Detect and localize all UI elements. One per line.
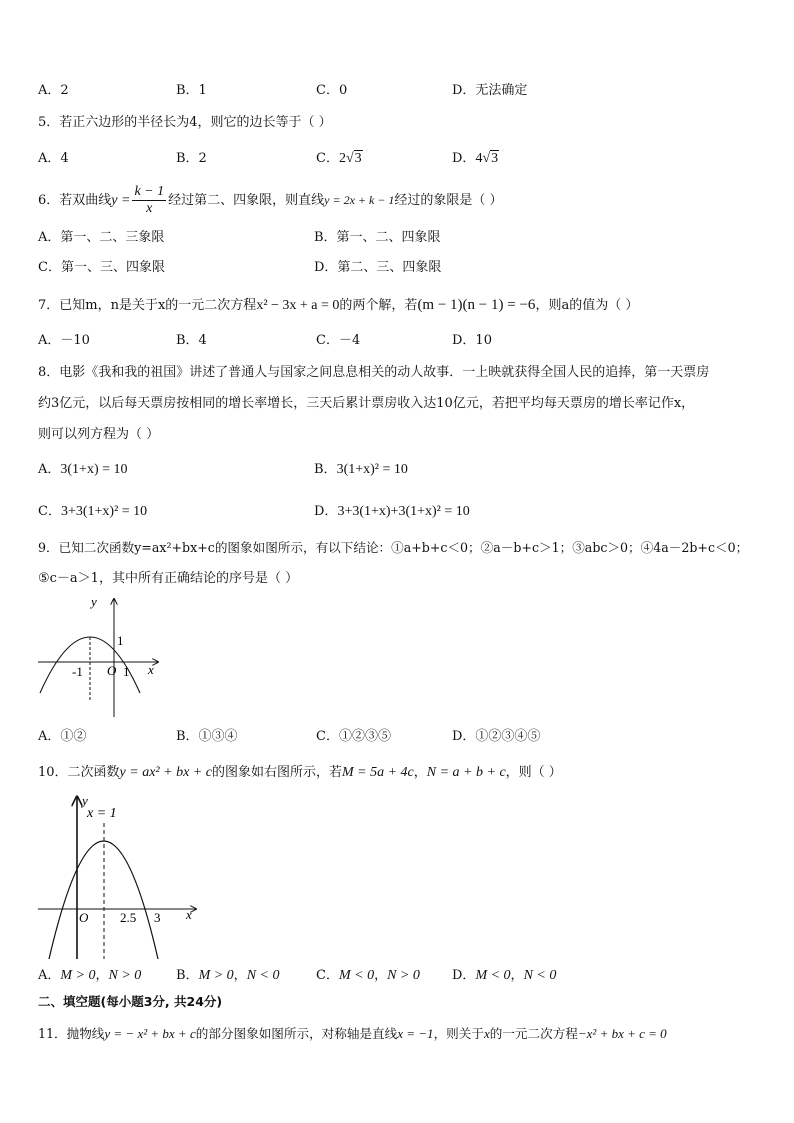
q10-prefix: 10．二次函数 xyxy=(38,765,120,780)
x-axis-label: x xyxy=(186,907,192,922)
q6-option-c: C．第一、三、四象限 xyxy=(38,260,165,275)
origin-label: O xyxy=(79,910,89,925)
q6-fraction xyxy=(132,184,166,217)
q8-option-c-label: C． xyxy=(38,504,61,519)
tick-label-y1: 1 xyxy=(117,633,124,648)
q6-option-b: B．第一、二、四象限 xyxy=(314,230,441,245)
q6-middle: 经过第二、四象限，则直线 xyxy=(168,193,325,208)
q10-suffix: ，则（ ） xyxy=(505,765,562,780)
q7-equation: x² − 3x + a = 0 xyxy=(256,298,340,313)
q5-stem: 5．若正六边形的半径长为4，则它的边长等于（ ） xyxy=(38,115,332,130)
q11-var: x xyxy=(483,1026,490,1041)
q10-stem xyxy=(38,764,562,782)
q5-option-c-coef: 2 xyxy=(338,151,346,166)
x-axis-label: x xyxy=(148,662,154,677)
q6-prefix: 6．若双曲线 xyxy=(38,193,112,208)
sqrt-sign: √ xyxy=(482,151,491,166)
q4-option-d: D．无法确定 xyxy=(452,83,528,98)
q5-option-d-coef: 4 xyxy=(475,151,483,166)
q11-equation: −x² + bx + c = 0 xyxy=(577,1026,667,1041)
q10-option-c xyxy=(316,967,420,985)
q7-stem xyxy=(38,296,638,315)
q10-option-a-m: M > 0 xyxy=(60,968,96,983)
q8-option-c-expr: 3+3(1+x)² = 10 xyxy=(60,504,148,519)
q10-option-c-sep: ， xyxy=(374,968,388,983)
q10-option-b-n: N < 0 xyxy=(246,968,280,983)
q7-option-b: B．4 xyxy=(176,333,207,348)
q11-middle: 的部分图象如图所示，对称轴是直线 xyxy=(195,1026,398,1041)
q11-middle3: 的一元二次方程 xyxy=(489,1026,578,1041)
q4-option-a: A．2 xyxy=(38,83,69,98)
q11-middle2: ，则关于 xyxy=(433,1026,484,1041)
q9-stem-line-1: 9．已知二次函数y=ax²+bx+c的图象如图所示，有以下结论：①a+b+c＜0；②a－b+c＞1；③abc＞0；④4a－2b+c＜0； xyxy=(38,540,749,555)
q6-option-d: D．第二、三、四象限 xyxy=(314,260,442,275)
q7-condition: (m − 1)(n − 1) = −6 xyxy=(417,297,536,313)
q7-prefix: 7．已知m，n是关于x的一元二次方程 xyxy=(38,298,257,313)
q10-option-a-n: N > 0 xyxy=(108,968,142,983)
q10-option-b xyxy=(176,967,279,985)
q11-axis: x = −1 xyxy=(397,1026,434,1041)
q10-middle: 的图象如右图所示，若 xyxy=(211,765,342,780)
q8-option-a-expr: 3(1+x) = 10 xyxy=(60,462,128,477)
q5-option-c-label: C． xyxy=(316,151,339,166)
q7-option-d: D．10 xyxy=(452,333,492,348)
q8-option-d-expr: 3+3(1+x)+3(1+x)² = 10 xyxy=(337,504,470,519)
tick-label-3: 3 xyxy=(154,910,161,925)
q8-option-d xyxy=(314,503,470,521)
tick-label-2-5: 2.5 xyxy=(120,910,137,925)
q9-option-c: C．①②③⑤ xyxy=(316,729,391,744)
q7-option-a: A．－10 xyxy=(38,333,90,348)
q10-option-d-label: D． xyxy=(452,968,476,983)
q8-stem-line-2: 约3亿元，以后每天票房按相同的增长率增长，三天后累计票房收入达10亿元，若把平均每天票房的增长率记作x， xyxy=(38,396,695,411)
q5-option-d-label: D． xyxy=(452,151,476,166)
q10-option-c-n: N > 0 xyxy=(387,968,420,983)
q9-graph xyxy=(34,593,162,719)
q11-stem xyxy=(38,1025,667,1043)
q10-option-b-m: M > 0 xyxy=(198,968,234,983)
tick-label-x1: 1 xyxy=(123,664,130,679)
q8-option-b xyxy=(314,461,408,479)
q7-option-c: C．－4 xyxy=(316,333,361,348)
q10-sep: ， xyxy=(413,765,427,780)
q8-stem-line-3: 则可以列方程为（ ） xyxy=(38,427,160,442)
q5-option-d-radicand: 3 xyxy=(491,151,499,166)
q10-option-a-label: A． xyxy=(38,968,61,983)
q6-curve-lhs: y = xyxy=(111,193,131,208)
q5-option-a: A．4 xyxy=(38,151,69,166)
q10-option-d-m: M < 0 xyxy=(475,968,511,983)
q8-option-a xyxy=(38,461,128,479)
tick-label-neg1: -1 xyxy=(72,664,83,679)
q7-middle: 的两个解，若 xyxy=(339,298,418,313)
q5-option-c xyxy=(316,150,363,168)
q10-option-a xyxy=(38,967,141,985)
q5-option-b: B．2 xyxy=(176,151,207,166)
q9-option-b: B．①③④ xyxy=(176,729,238,744)
q4-option-b: B．1 xyxy=(176,83,207,98)
origin-label: O xyxy=(107,663,117,678)
symmetry-axis-label: x = 1 xyxy=(87,806,117,821)
q9-stem-line-2: ⑤c－a＞1，其中所有正确结论的序号是（ ） xyxy=(38,571,299,586)
q10-graph xyxy=(34,793,200,961)
q4-option-c: C．0 xyxy=(316,83,348,98)
q6-fraction-numerator: k − 1 xyxy=(134,184,165,199)
q10-option-b-sep: ， xyxy=(233,968,247,983)
q10-option-c-label: C． xyxy=(316,968,339,983)
q10-option-c-m: M < 0 xyxy=(338,968,375,983)
q10-option-d xyxy=(452,967,556,985)
q9-option-d: D．①②③④⑤ xyxy=(452,729,541,744)
q6-suffix: 经过的象限是（ ） xyxy=(394,193,503,208)
q10-m-def: M = 5a + 4c xyxy=(341,765,414,780)
q10-option-a-sep: ， xyxy=(95,968,109,983)
q10-option-d-n: N < 0 xyxy=(523,968,557,983)
q10-func: y = ax² + bx + c xyxy=(119,765,212,780)
section-heading: 二、填空题(每小题3分, 共24分) xyxy=(38,994,223,1009)
y-axis-label: y xyxy=(91,594,97,609)
q8-option-c xyxy=(38,503,147,521)
q8-option-b-label: B． xyxy=(314,462,337,477)
q6-option-a: A．第一、二、三象限 xyxy=(38,230,165,245)
q5-option-d xyxy=(452,150,499,168)
q8-stem-line-1: 8．电影《我和我的祖国》讲述了普通人与国家之间息息相关的动人故事．一上映就获得全国人民的追捧，第一天票房 xyxy=(38,365,710,380)
q10-option-d-sep: ， xyxy=(510,968,524,983)
q7-suffix: ，则a的值为（ ） xyxy=(535,298,639,313)
sqrt-sign: √ xyxy=(345,151,354,166)
q8-option-b-expr: 3(1+x)² = 10 xyxy=(336,462,408,477)
q8-option-a-label: A． xyxy=(38,462,61,477)
q6-stem xyxy=(38,183,503,218)
q6-fraction-denominator: x xyxy=(146,201,153,216)
q6-line-expr: y = 2x + k − 1 xyxy=(324,193,395,207)
q8-option-d-label: D． xyxy=(314,504,338,519)
y-axis-label: y xyxy=(82,793,88,808)
q11-func: y = − x² + bx + c xyxy=(104,1026,196,1041)
q10-n-def: N = a + b + c xyxy=(426,765,506,780)
q11-prefix: 11．抛物线 xyxy=(38,1026,105,1041)
q5-option-c-radicand: 3 xyxy=(354,151,362,166)
q10-option-b-label: B． xyxy=(176,968,199,983)
q9-option-a: A．①② xyxy=(38,729,87,744)
